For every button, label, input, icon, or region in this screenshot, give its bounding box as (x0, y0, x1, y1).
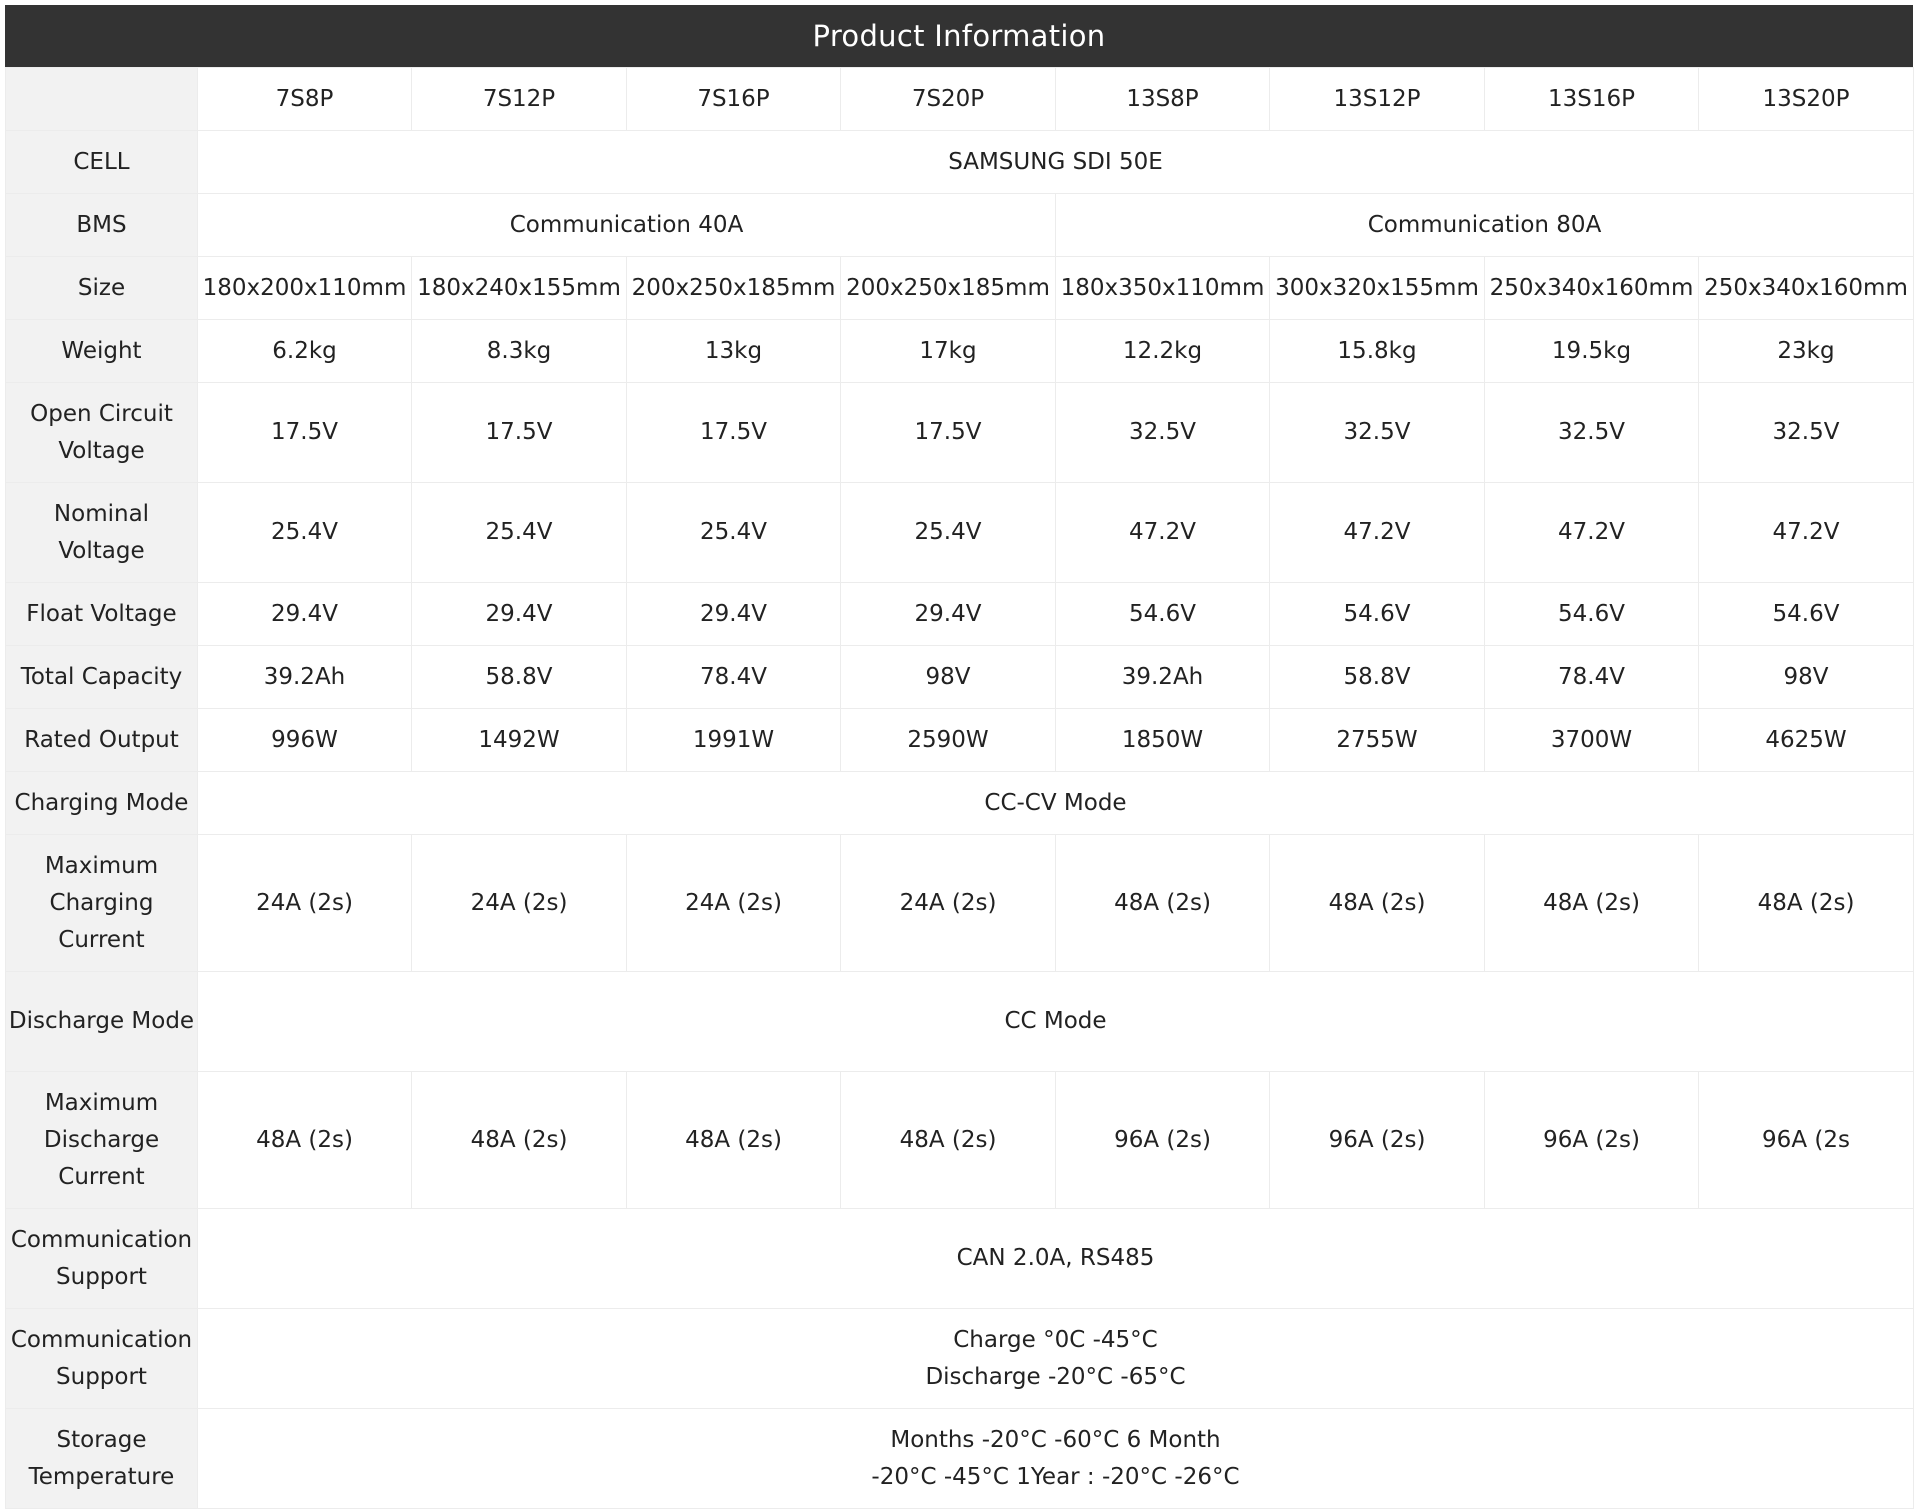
row-max-discharge-current (6, 1072, 1914, 1209)
model-header: 7S16P (627, 68, 841, 131)
row-label: Nominal Voltage (6, 483, 198, 583)
row-open-circuit-voltage (6, 383, 1914, 483)
row-charging-mode (6, 772, 1914, 835)
rated-output-value: 2755W (1270, 709, 1485, 772)
max-discharge-current-value: 96A (2s) (1270, 1072, 1485, 1209)
charging-mode-value: CC-CV Mode (198, 772, 1914, 835)
discharge-mode-value: CC Mode (198, 972, 1914, 1072)
weight-value: 8.3kg (412, 320, 627, 383)
ocv-value: 32.5V (1056, 383, 1270, 483)
float-voltage-value: 29.4V (412, 583, 627, 646)
ocv-value: 32.5V (1270, 383, 1485, 483)
total-capacity-value: 58.8V (412, 646, 627, 709)
float-voltage-value: 54.6V (1270, 583, 1485, 646)
row-label: Discharge Mode (6, 972, 198, 1072)
row-discharge-mode (6, 972, 1914, 1072)
max-charging-current-value: 24A (2s) (627, 835, 841, 972)
model-header: 7S12P (412, 68, 627, 131)
row-storage-temperature (6, 1409, 1914, 1509)
ocv-value: 17.5V (198, 383, 412, 483)
bms-value: Communication 40A (198, 194, 1056, 257)
rated-output-value: 4625W (1699, 709, 1914, 772)
storage-temperature-value: Months -20°C -60°C 6 Month -20°C -45°C 1Year : -20°C -26°C (198, 1409, 1914, 1509)
float-voltage-value: 54.6V (1056, 583, 1270, 646)
nominal-voltage-value: 47.2V (1270, 483, 1485, 583)
weight-value: 6.2kg (198, 320, 412, 383)
row-label: Maximum Discharge Current (6, 1072, 198, 1209)
size-value: 200x250x185mm (841, 257, 1056, 320)
rated-output-value: 2590W (841, 709, 1056, 772)
total-capacity-value: 39.2Ah (1056, 646, 1270, 709)
rated-output-value: 1492W (412, 709, 627, 772)
ocv-value: 32.5V (1699, 383, 1914, 483)
total-capacity-value: 78.4V (627, 646, 841, 709)
float-voltage-value: 29.4V (198, 583, 412, 646)
table-title: Product Information (5, 5, 1913, 67)
float-voltage-value: 29.4V (627, 583, 841, 646)
max-discharge-current-value: 48A (2s) (627, 1072, 841, 1209)
row-label: CELL (6, 131, 198, 194)
row-nominal-voltage (6, 483, 1914, 583)
size-value: 200x250x185mm (627, 257, 841, 320)
row-communication-support-temperature (6, 1309, 1914, 1409)
max-charging-current-value: 48A (2s) (1270, 835, 1485, 972)
total-capacity-value: 58.8V (1270, 646, 1485, 709)
max-discharge-current-value: 48A (2s) (198, 1072, 412, 1209)
nominal-voltage-value: 47.2V (1056, 483, 1270, 583)
row-communication-support (6, 1209, 1914, 1309)
row-max-charging-current (6, 835, 1914, 972)
max-charging-current-value: 48A (2s) (1056, 835, 1270, 972)
float-voltage-value: 29.4V (841, 583, 1056, 646)
ocv-value: 17.5V (841, 383, 1056, 483)
size-value: 300x320x155mm (1270, 257, 1485, 320)
total-capacity-value: 39.2Ah (198, 646, 412, 709)
row-float-voltage (6, 583, 1914, 646)
row-total-capacity (6, 646, 1914, 709)
row-bms (6, 194, 1914, 257)
bms-value: Communication 80A (1056, 194, 1914, 257)
max-discharge-current-value: 96A (2s) (1485, 1072, 1699, 1209)
weight-value: 13kg (627, 320, 841, 383)
row-label: Communication Support (6, 1309, 198, 1409)
nominal-voltage-value: 25.4V (841, 483, 1056, 583)
row-label: Communication Support (6, 1209, 198, 1309)
max-discharge-current-value: 48A (2s) (412, 1072, 627, 1209)
row-label: Rated Output (6, 709, 198, 772)
rated-output-value: 1991W (627, 709, 841, 772)
model-header: 13S20P (1699, 68, 1914, 131)
row-label: Weight (6, 320, 198, 383)
weight-value: 17kg (841, 320, 1056, 383)
rated-output-value: 3700W (1485, 709, 1699, 772)
max-discharge-current-value: 48A (2s) (841, 1072, 1056, 1209)
ocv-value: 32.5V (1485, 383, 1699, 483)
model-header: 13S12P (1270, 68, 1485, 131)
max-discharge-current-value: 96A (2s (1699, 1072, 1914, 1209)
row-label: Maximum Charging Current (6, 835, 198, 972)
row-weight (6, 320, 1914, 383)
row-label: Total Capacity (6, 646, 198, 709)
rated-output-value: 996W (198, 709, 412, 772)
float-voltage-value: 54.6V (1485, 583, 1699, 646)
max-discharge-current-value: 96A (2s) (1056, 1072, 1270, 1209)
row-label: BMS (6, 194, 198, 257)
weight-value: 23kg (1699, 320, 1914, 383)
model-header: 7S8P (198, 68, 412, 131)
row-label: Charging Mode (6, 772, 198, 835)
model-header: 13S8P (1056, 68, 1270, 131)
row-cell (6, 131, 1914, 194)
weight-value: 12.2kg (1056, 320, 1270, 383)
header-row (6, 68, 1914, 131)
size-value: 180x240x155mm (412, 257, 627, 320)
product-information-sheet (5, 5, 1913, 1509)
operating-temperature-value: Charge °0C -45°C Discharge -20°C -65°C (198, 1309, 1914, 1409)
corner-cell (6, 68, 198, 131)
max-charging-current-value: 48A (2s) (1699, 835, 1914, 972)
size-value: 250x340x160mm (1485, 257, 1699, 320)
nominal-voltage-value: 25.4V (198, 483, 412, 583)
size-value: 180x350x110mm (1056, 257, 1270, 320)
max-charging-current-value: 24A (2s) (412, 835, 627, 972)
weight-value: 19.5kg (1485, 320, 1699, 383)
rated-output-value: 1850W (1056, 709, 1270, 772)
size-value: 180x200x110mm (198, 257, 412, 320)
row-label: Open Circuit Voltage (6, 383, 198, 483)
row-label: Storage Temperature (6, 1409, 198, 1509)
nominal-voltage-value: 47.2V (1699, 483, 1914, 583)
max-charging-current-value: 24A (2s) (841, 835, 1056, 972)
model-header: 13S16P (1485, 68, 1699, 131)
ocv-value: 17.5V (412, 383, 627, 483)
model-header: 7S20P (841, 68, 1056, 131)
ocv-value: 17.5V (627, 383, 841, 483)
weight-value: 15.8kg (1270, 320, 1485, 383)
total-capacity-value: 98V (841, 646, 1056, 709)
float-voltage-value: 54.6V (1699, 583, 1914, 646)
total-capacity-value: 98V (1699, 646, 1914, 709)
spec-table (5, 67, 1914, 1509)
row-label: Size (6, 257, 198, 320)
row-rated-output (6, 709, 1914, 772)
communication-support-value: CAN 2.0A, RS485 (198, 1209, 1914, 1309)
size-value: 250x340x160mm (1699, 257, 1914, 320)
max-charging-current-value: 48A (2s) (1485, 835, 1699, 972)
nominal-voltage-value: 25.4V (412, 483, 627, 583)
max-charging-current-value: 24A (2s) (198, 835, 412, 972)
row-size (6, 257, 1914, 320)
total-capacity-value: 78.4V (1485, 646, 1699, 709)
nominal-voltage-value: 47.2V (1485, 483, 1699, 583)
nominal-voltage-value: 25.4V (627, 483, 841, 583)
cell-value: SAMSUNG SDI 50E (198, 131, 1914, 194)
row-label: Float Voltage (6, 583, 198, 646)
